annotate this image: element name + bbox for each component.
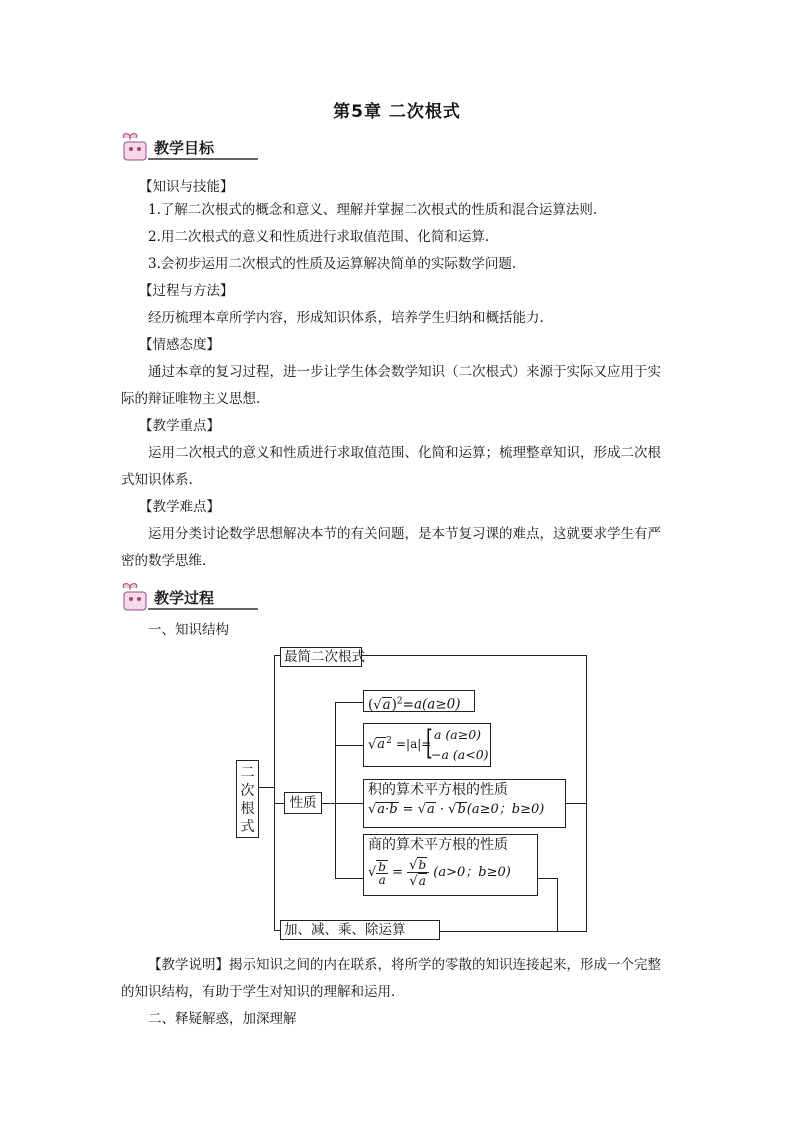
formula-eq: =|a|= xyxy=(396,737,432,751)
root-char: 次 xyxy=(240,783,255,799)
quotient-title: 商的算术平方根的性质 xyxy=(368,837,508,853)
brace-icon: [ xyxy=(426,723,433,763)
product-condition: (a≥0；b≥0) xyxy=(466,802,545,817)
root-node xyxy=(236,760,259,838)
part2-heading: 二、释疑解惑，加深理解 xyxy=(148,1011,297,1027)
connector xyxy=(538,878,558,879)
connector xyxy=(274,803,284,804)
connector xyxy=(335,878,363,879)
connector xyxy=(335,745,363,746)
method-text: 经历梳理本章所学内容，形成知识体系，培养学生归纳和概括能力. xyxy=(148,310,544,326)
connector xyxy=(586,655,587,932)
square-of-root-formula xyxy=(363,690,475,712)
simplest-radical-node: 最简二次根式 xyxy=(280,647,362,667)
chapter-title: 第5章 二次根式 xyxy=(333,102,461,122)
product-formula: √a·b = √a · √b(a≥0；b≥0) xyxy=(368,802,545,817)
formula-result: a(a≥0) xyxy=(413,696,461,713)
emotion-line-2: 际的辩证唯物主义思想. xyxy=(121,391,261,407)
section-badge-process xyxy=(118,580,258,612)
section-title-process: 教学过程 xyxy=(154,589,215,607)
connector xyxy=(322,803,336,804)
structure-heading: 一、知识结构 xyxy=(148,622,229,638)
knowledge-diagram xyxy=(230,645,590,945)
section-underline xyxy=(148,158,258,160)
connector xyxy=(362,655,587,656)
connector xyxy=(335,702,336,878)
connector xyxy=(566,803,587,804)
bow-cup-icon xyxy=(118,130,152,162)
operations-node: 加、减、乘、除运算 xyxy=(280,920,440,940)
explanation-line-1: 【教学说明】揭示知识之间的内在联系，将所学的零散的知识连接起来，形成一个完整 xyxy=(148,957,661,973)
connector xyxy=(258,787,274,788)
emotion-line-1: 通过本章的复习过程，进一步让学生体会数学知识（二次根式）来源于实际又应用于实 xyxy=(148,364,661,380)
key-line-2: 式知识体系. xyxy=(121,472,193,488)
section-badge-goals xyxy=(118,130,258,162)
connector xyxy=(274,655,275,930)
difficulty-line-2: 密的数学思维. xyxy=(121,553,207,569)
section-title-goals: 教学目标 xyxy=(154,139,215,157)
method-heading: 【过程与方法】 xyxy=(139,283,234,299)
root-char: 二 xyxy=(240,765,255,781)
knowledge-heading: 【知识与技能】 xyxy=(139,179,234,195)
quotient-formula: √ $\frac{b}{a}$ = $\frac{√b}{√a}$ (a>0；b≥0) xyxy=(368,858,511,889)
formula-text: $(√a)^2=$ xyxy=(368,696,414,713)
root-char: 根 xyxy=(240,801,255,817)
formula-text: $√a^2$ xyxy=(368,736,392,753)
emotion-heading: 【情感态度】 xyxy=(139,337,220,353)
quotient-property-node xyxy=(363,834,538,896)
property-node: 性质 xyxy=(284,792,322,814)
root-char: 式 xyxy=(240,819,255,835)
difficulty-line-1: 运用分类讨论数学思想解决本节的有关问题，是本节复习课的难点，这就要求学生有严 xyxy=(148,526,661,542)
case-positive: a (a≥0) xyxy=(434,727,482,742)
connector xyxy=(335,803,363,804)
product-title: 积的算术平方根的性质 xyxy=(368,782,508,798)
case-negative: −a (a<0) xyxy=(431,747,489,762)
key-heading: 【教学重点】 xyxy=(139,418,220,434)
connector xyxy=(440,931,587,932)
section-underline xyxy=(148,608,258,610)
bow-cup-icon xyxy=(118,580,152,612)
knowledge-item-3: 3.会初步运用二次根式的性质及运算解决简单的实际数学问题. xyxy=(148,256,517,272)
connector xyxy=(557,878,558,932)
quotient-condition: (a>0；b≥0) xyxy=(433,865,511,880)
product-property-node xyxy=(363,779,566,828)
key-line-1: 运用二次根式的意义和性质进行求取值范围、化简和运算；梳理整章知识，形成二次根 xyxy=(148,445,661,461)
explanation-line-2: 的知识结构，有助于学生对知识的理解和运用. xyxy=(121,984,396,1000)
knowledge-item-1: 1.了解二次根式的概念和意义、理解并掌握二次根式的性质和混合运算法则. xyxy=(148,202,598,218)
knowledge-item-2: 2.用二次根式的意义和性质进行求取值范围、化简和运算. xyxy=(148,229,490,245)
abs-value-formula xyxy=(363,723,491,767)
connector xyxy=(335,702,363,703)
difficulty-heading: 【教学难点】 xyxy=(139,499,220,515)
